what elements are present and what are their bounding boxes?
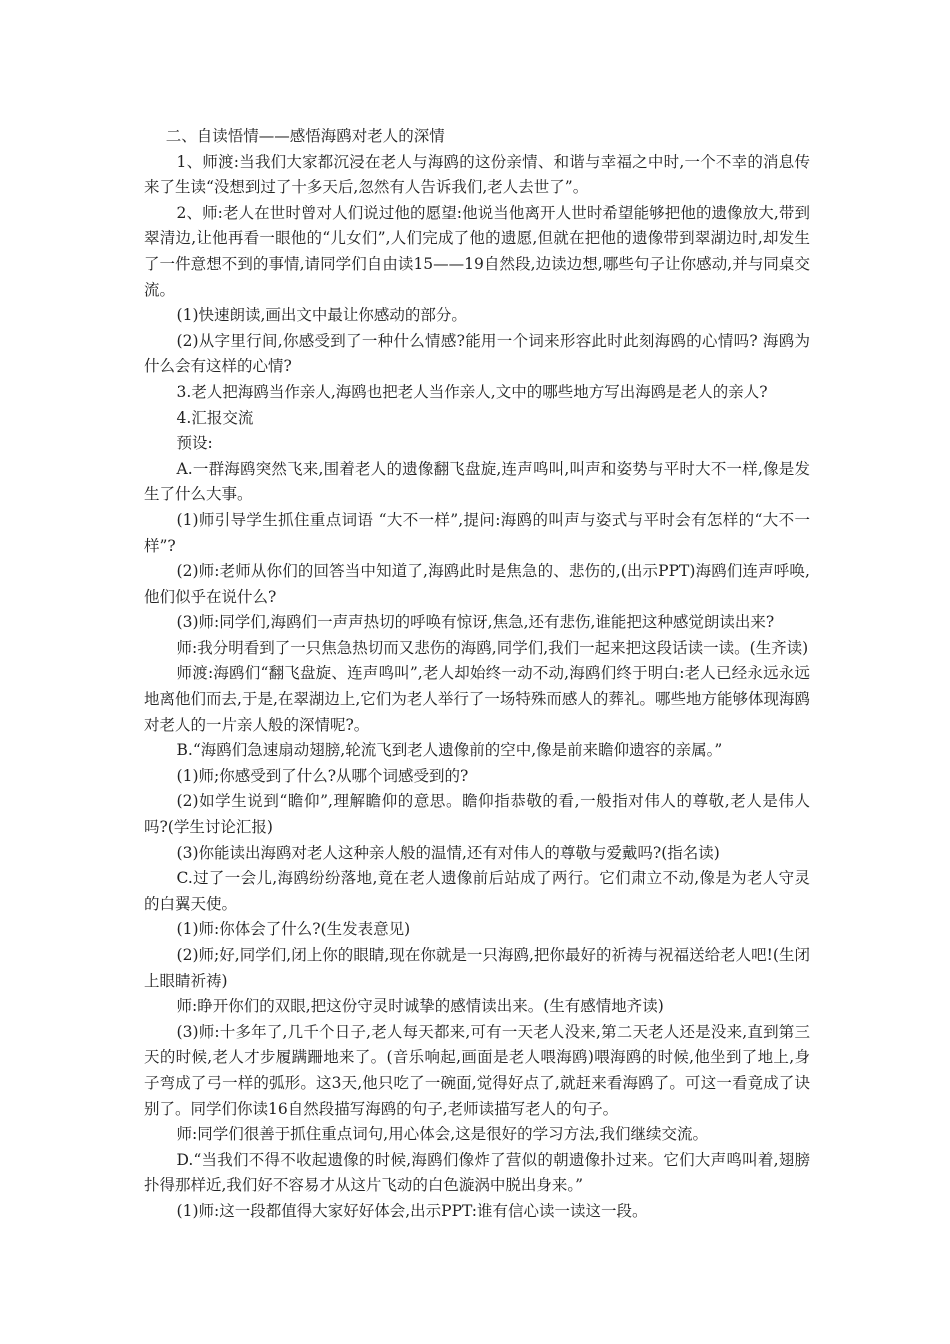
paragraph: 师:同学们很善于抓住重点词句,用心体会,这是很好的学习方法,我们继续交流。	[176, 1125, 709, 1144]
paragraph: 1、师渡:当我们大家都沉浸在老人与海鸥的这份亲情、和谐与幸福之中时,一个不幸的消息传来了生读“没想到过了十多天后,忽然有人告诉我们,老人去世了”。	[144, 152, 810, 197]
paragraph: (2)如学生说到“瞻仰”,理解瞻仰的意思。瞻仰指恭敬的看,一般指对伟人的尊敬,老人是伟人吗?(学生讨论汇报)	[144, 792, 810, 837]
paragraph: A.一群海鸥突然飞来,围着老人的遗像翻飞盘旋,连声鸣叫,叫声和姿势与平时大不一样,像是发生了什么大事。	[144, 459, 810, 504]
paragraph: (2)师;好,同学们,闭上你的眼睛,现在你就是一只海鸥,把你最好的祈祷与祝福送给老人吧!(生闭上眼睛祈祷)	[144, 946, 810, 990]
paragraph: B.“海鸥们急速扇动翅膀,轮流飞到老人遗像前的空中,像是前来瞻仰遗容的亲属。”	[176, 741, 723, 760]
paragraph: D.“当我们不得不收起遗像的时候,海鸥们像炸了营似的朝遗像扑过来。它们大声鸣叫着,翅膀扑得那样近,我们好不容易才从这片飞动的白色漩涡中脱出身来。”	[144, 1150, 810, 1195]
paragraph: 师:睁开你们的双眼,把这份守灵时诚挚的感情读出来。(生有感情地齐读)	[176, 997, 664, 1016]
paragraph: (1)师:你体会了什么?(生发表意见)	[176, 920, 411, 939]
paragraph: (1)师;你感受到了什么?从哪个词感受到的?	[176, 766, 469, 785]
paragraph: (1)师引导学生抓住重点词语 “大不一样”,提问:海鸥的叫声与姿式与平时会有怎样的“大不一样”?	[144, 510, 810, 555]
paragraph: 3.老人把海鸥当作亲人,海鸥也把老人当作亲人,文中的哪些地方写出海鸥是老人的亲人?	[176, 382, 768, 401]
paragraph: 师渡:海鸥们“翻飞盘旋、连声鸣叫”,老人却始终一动不动,海鸥们终于明白:老人已经永远永远地离他们而去,于是,在翠湖边上,它们为老人举行了一场特殊而感人的葬礼。哪些地方能够体现海鸥对老人的一片亲人般的深情呢?。	[144, 664, 810, 734]
paragraph: (1)师:这一段都值得大家好好体会,出示PPT:谁有信心读一读这一段。	[176, 1201, 648, 1220]
paragraph: 预设:	[176, 434, 213, 453]
paragraph: 师:我分明看到了一只焦急热切而又悲伤的海鸥,同学们,我们一起来把这段话读一读。(生齐读)	[176, 638, 809, 657]
paragraph: C.过了一会儿,海鸥纷纷落地,竟在老人遗像前后站成了两行。它们肃立不动,像是为老人守灵的白翼天使。	[144, 869, 810, 913]
paragraph: 2、师:老人在世时曾对人们说过他的愿望:他说当他离开人世时希望能够把他的遗像放大,带到翠清边,让他再看一眼他的“儿女们”,人们完成了他的遗愿,但就在把他的遗像带到翠湖边时,却发生了一件意想不到的事情,请同学们自由读15——19自然段,边读边想,哪些句子让你感动,并与同桌交流。	[144, 203, 810, 299]
paragraph: (3)师:十多年了,几千个日子,老人每天都来,可有一天老人没来,第二天老人还是没来,直到第三天的时候,老人才步履蹒跚地来了。(音乐响起,画面是老人喂海鸥)喂海鸥的时候,他坐到了地上,身子弯成了弓一样的弧形。这3天,他只吃了一碗面,觉得好点了,就赶来看海鸥了。可这一看竟成了诀别了。同学们你读16自然段描写海鸥的句子,老师读描写老人的句子。	[144, 1022, 810, 1118]
paragraph: (2)师:老师从你们的回答当中知道了,海鸥此时是焦急的、悲伤的,(出示PPT)海鸥们连声呼唤,他们似乎在说什么?	[144, 562, 810, 606]
paragraph: 4.汇报交流	[176, 408, 254, 427]
paragraph: (3)你能读出海鸥对老人这种亲人般的温情,还有对伟人的尊敬与爱戴吗?(指名读)	[176, 843, 720, 862]
section-heading: 二、自读悟情——感悟海鸥对老人的深情	[165, 127, 445, 145]
paragraph: (3)师:同学们,海鸥们一声声热切的呼唤有惊讶,焦急,还有悲伤,谁能把这种感觉朗读出来?	[176, 613, 775, 632]
paragraph: (1)快速朗读,画出文中最让你感动的部分。	[176, 306, 467, 325]
paragraph: (2)从字里行间,你感受到了一种什么情感?能用一个词来形容此时此刻海鸥的心情吗? 海鸥为什么会有这样的心情?	[144, 331, 810, 376]
